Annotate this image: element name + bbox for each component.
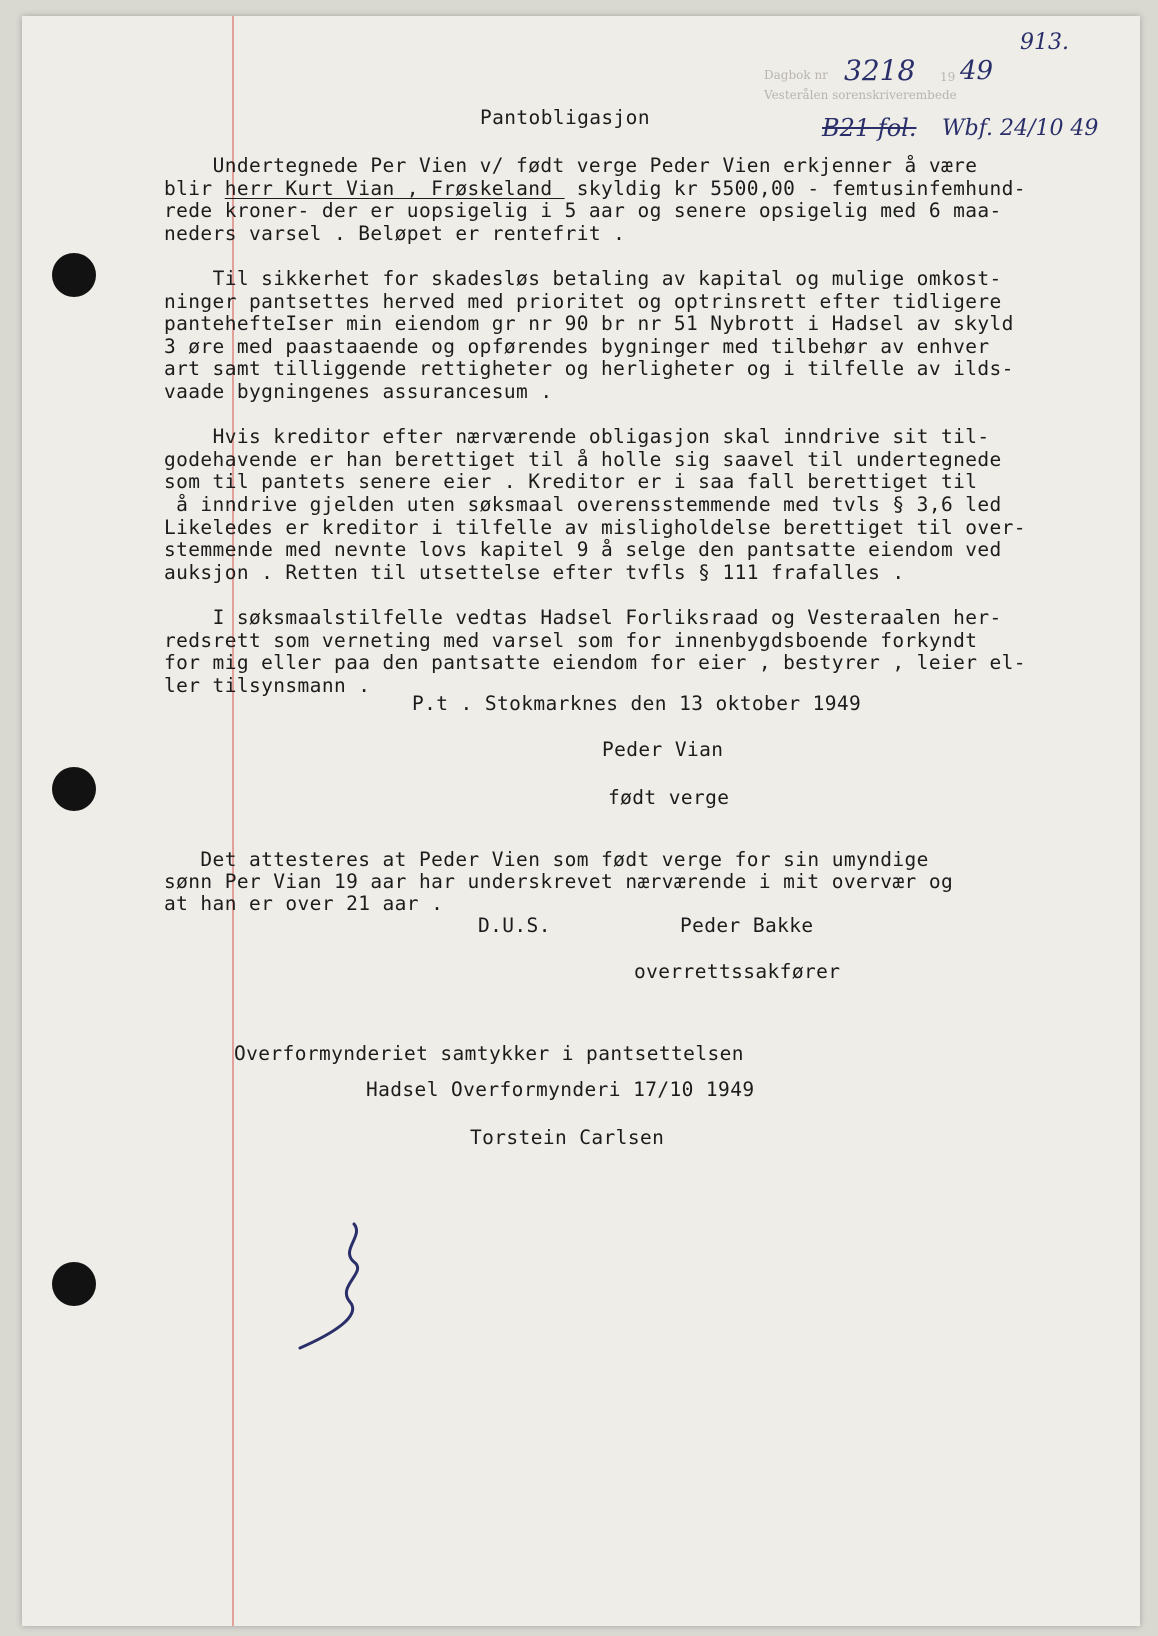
- consent-signer: Torstein Carlsen: [470, 1126, 665, 1149]
- stamp-dagbok-label: Dagbok nr: [764, 68, 828, 82]
- body-line: ninger pantsettes herved med prioritet og optrinsrett efter tidligere: [164, 289, 1002, 313]
- attest-line: at han er over 21 aar .: [164, 892, 444, 915]
- punch-hole: [52, 253, 96, 297]
- stamp-year-prefix: 19: [940, 70, 956, 84]
- dagbok-year: 49: [960, 56, 994, 86]
- body-line: I søksmaalstilfelle vedtas Hadsel Forliksraad og Vesteraalen her-: [212, 606, 1002, 629]
- punch-hole: [52, 767, 96, 811]
- body-line: neders varsel . Beløpet er rentefrit .: [164, 221, 626, 245]
- body-line: stemmende med nevnte lovs kapitel 9 å selge den pantsatte eiendom ved: [164, 538, 1002, 562]
- document-page: [22, 16, 1140, 1626]
- signer-role: født verge: [608, 786, 730, 809]
- body-line: vaade bygningenes assurancesum .: [164, 380, 553, 403]
- place-date: P.t . Stokmarknes den 13 oktober 1949: [412, 692, 862, 715]
- body-line: blir herr Kurt Vian , Frøskeland skyldig kr 5500,00 - femtusinfemhund-: [164, 176, 1026, 200]
- signature-mark: [292, 1206, 412, 1356]
- body-line: Hvis kreditor efter nærværende obligasjon skal inndrive sit til-: [212, 425, 990, 449]
- body-line: auksjon . Retten til utsettelse efter tvfls § 111 frafalles .: [164, 560, 905, 584]
- body-line: Til sikkerhet for skadesløs betaling av kapital og mulige omkost-: [212, 267, 1002, 290]
- body-line: 3 øre med paastaaende og opførendes bygninger med tilbehør av enhver: [164, 334, 990, 358]
- attester-name: Peder Bakke: [680, 914, 814, 937]
- attester-title: overrettssakfører: [634, 960, 841, 983]
- punch-hole: [52, 1262, 96, 1306]
- body-line: godehavende er han berettiget til å holle sig saavel til undertegnede: [164, 447, 1002, 471]
- creditor-name: herr Kurt Vian , Frøskeland: [224, 176, 565, 200]
- red-margin-line: [232, 16, 234, 1626]
- attest-initials: D.U.S.: [478, 914, 551, 937]
- struck-annotation: B21 fol.: [822, 114, 917, 142]
- body-line: pantehefteIser min eiendom gr nr 90 br nr 51 Nybrott i Hadsel av skyld: [164, 312, 1014, 336]
- body-line: som til pantets senere eier . Kreditor er i saa fall berettiget til: [164, 470, 978, 494]
- body-line: rede kroner- der er uopsigelig i 5 aar og senere opsigelig med 6 maa-: [164, 199, 1002, 223]
- body-line: for mig eller paa den pantsatte eiendom for eier , bestyrer , leier el-: [164, 651, 1026, 675]
- body-line: Likeledes er kreditor i tilfelle av misligholdelse berettiget til over-: [164, 515, 1026, 539]
- dagbok-number: 3218: [844, 54, 916, 87]
- body-line: Undertegnede Per Vien v/ født verge Peder Vien erkjenner å være: [212, 154, 978, 177]
- attest-line: sønn Per Vian 19 aar har underskrevet nærværende i mit overvær og: [164, 870, 954, 893]
- consent-place-date: Hadsel Overformynderi 17/10 1949: [366, 1078, 755, 1101]
- consent-line: Overformynderiet samtykker i pantsettelsen: [234, 1042, 744, 1065]
- attest-line: Det attesteres at Peder Vien som født verge for sin umyndige: [164, 848, 929, 871]
- body-line: å inndrive gjelden uten søksmaal overensstemmende med tvls § 3,6 led: [164, 493, 1002, 516]
- body-line: art samt tilliggende rettigheter og herligheter og i tilfelle av ilds-: [164, 357, 1014, 381]
- body-line: redsrett som verneting med varsel som for innenbygdsboende forkyndt: [164, 628, 978, 652]
- registration-annotation: Wbf. 24/10 49: [942, 116, 1099, 141]
- body-line: ler tilsynsmann .: [164, 673, 371, 697]
- page-number: 913.: [1020, 30, 1069, 55]
- document-title: Pantobligasjon: [480, 106, 650, 129]
- signer-name: Peder Vian: [602, 738, 724, 761]
- stamp-court-name: Vesterålen sorenskriverembede: [764, 88, 957, 102]
